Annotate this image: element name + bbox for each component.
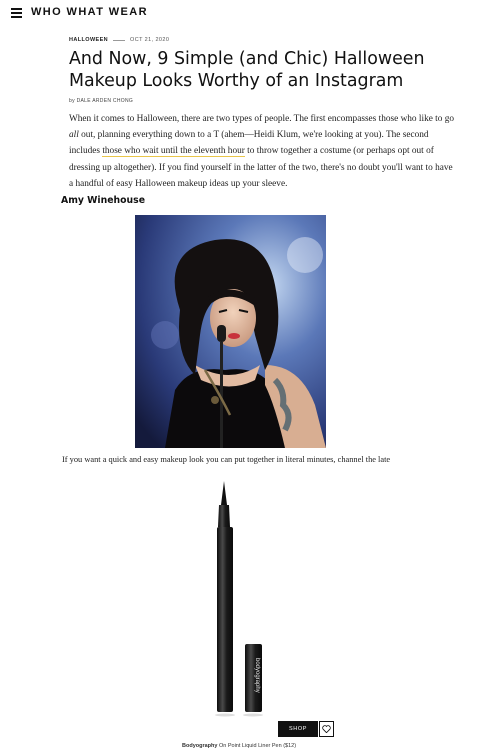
site-logo[interactable]: WHO WHAT WEAR: [31, 6, 148, 18]
pen-brand-text: bodyography: [254, 658, 260, 693]
article-meta: [69, 37, 169, 43]
section-text: If you want a quick and easy makeup look you can put together in literal minutes, channel the late: [62, 455, 391, 464]
top-bar: [0, 0, 500, 26]
category-link[interactable]: HALLOWEEN: [69, 37, 109, 43]
publish-date: OCT 21, 2020: [130, 37, 170, 43]
hamburger-menu-icon[interactable]: [11, 8, 22, 18]
inline-article-link[interactable]: those who wait until the eleventh hour: [102, 146, 245, 157]
intro-text-2: out, planning everything down to a T (ahem—Heidi Klum, we're looking at you). The second includes: [69, 130, 429, 157]
product-brand: Bodyography: [182, 743, 218, 749]
amy-winehouse-photo: [135, 215, 326, 448]
meta-divider: [113, 40, 125, 41]
shop-button[interactable]: SHOP: [278, 721, 318, 737]
intro-text-3: to throw together a costume (or perhaps opt out of dressing up altogether). If you find yourself in the latter of the two, there's no doubt you'll want to have a handful of easy Halloween makeup ideas up your sleeve.: [69, 146, 453, 189]
article-title: And Now, 9 Simple (and Chic) Halloween Makeup Looks Worthy of an Instagram: [69, 49, 425, 91]
section-heading: Amy Winehouse: [61, 195, 146, 206]
byline[interactable]: by DALE ARDEN CHONG: [69, 98, 134, 104]
intro-paragraph: [69, 111, 459, 192]
product-caption[interactable]: [182, 743, 296, 749]
intro-emphasis: all: [69, 130, 79, 141]
heart-icon[interactable]: [319, 721, 334, 737]
product-name: On Point Liquid Liner Pen ($12): [217, 743, 297, 749]
eyeliner-product-image[interactable]: [205, 477, 280, 717]
intro-text-1: When it comes to Halloween, there are two types of people. The first encompasses those who like to go: [69, 114, 455, 124]
